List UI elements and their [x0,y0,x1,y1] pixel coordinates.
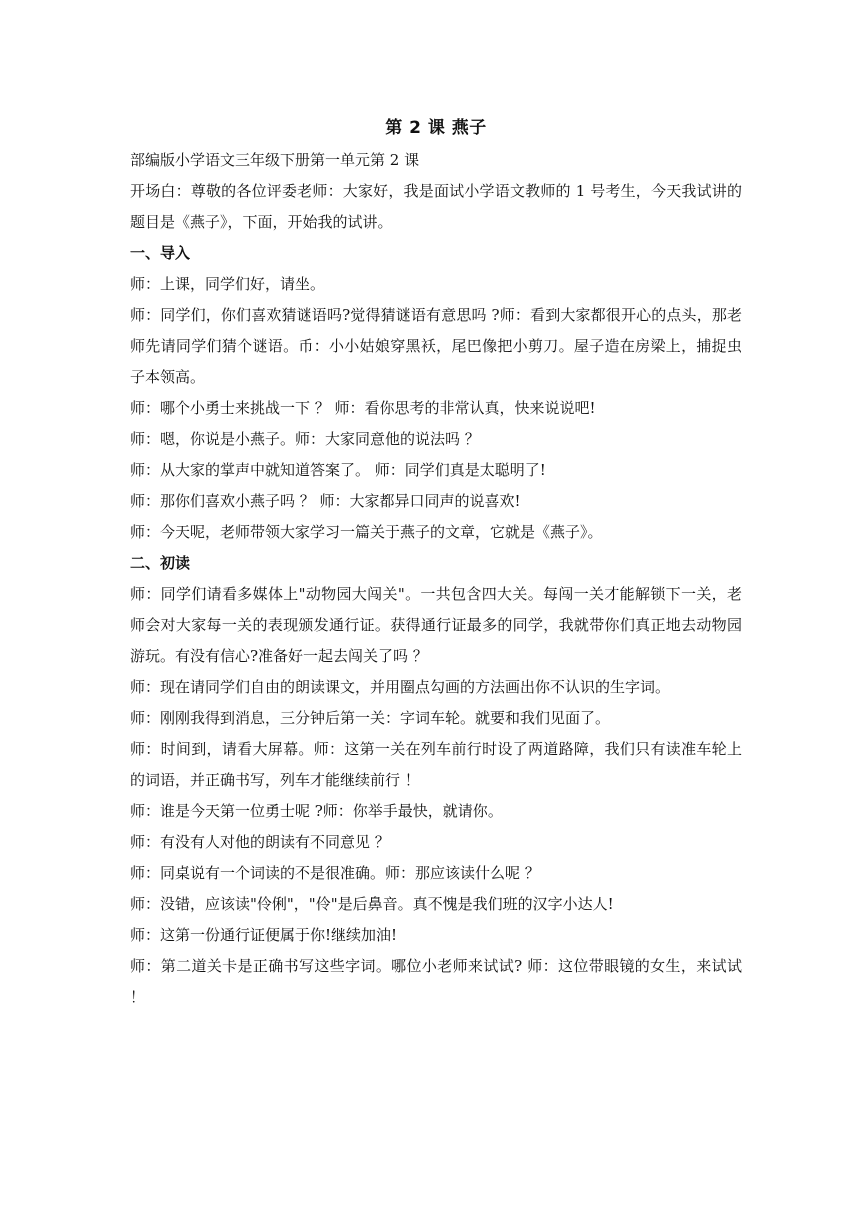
paragraph: 师：上课，同学们好，请坐。 [130,275,326,293]
paragraph: 师：同桌说有一个词读的不是很准确。师：那应该读什么呢 ？ [130,864,540,882]
paragraph: 师：哪个小勇士来挑战一下 ？ 师：看你思考的非常认真，快来说说吧! [130,399,596,417]
paragraph: 师：第二道关卡是正确书写这些字词。哪位小老师来试试? 师：这位带眼镜的女生，来试试 ！ [130,957,742,1006]
paragraph: 师：同学们请看多媒体上"动物园大闯关"。一共包含四大关。每闯一关才能解锁下一关，老师会对大家每一关的表现颁发通行证。获得通行证最多的同学，我就带你们真正地去动物园游玩。有没有信心?准备好一起去闯关了吗 ？ [130,585,742,665]
section-heading-first-reading: 二、初读 [130,554,191,572]
paragraph: 师：今天呢，老师带领大家学习一篇关于燕子的文章，它就是《燕子》。 [130,523,603,541]
paragraph: 师：从大家的掌声中就知道答案了。 师：同学们真是太聪明了! [130,461,546,479]
section-heading-introduction: 一、导入 [130,244,191,262]
paragraph: 师：这第一份通行证便属于你!继续加油! [130,926,398,944]
paragraph: 师：嗯，你说是小燕子。师：大家同意他的说法吗 ？ [130,430,480,448]
paragraph: 师：时间到，请看大屏幕。师：这第一关在列车前行时设了两道路障，我们只有读准车轮上的词语，并正确书写，列车才能继续前行 ！ [130,740,742,789]
paragraph: 师：没错，应该读"伶俐"，"伶"是后鼻音。真不愧是我们班的汉字小达人! [130,895,614,913]
document-body [130,113,742,1013]
paragraph: 师：刚刚我得到消息，三分钟后第一关：字词车轮。就要和我们见面了。 [130,709,611,727]
paragraph: 师：同学们，你们喜欢猜谜语吗?觉得猜谜语有意思吗 ?师：看到大家都很开心的点头，那老师先请同学们猜个谜语。币：小小姑娘穿黑袄，尾巴像把小剪刀。屋子造在房梁上，捕捉虫子本领高。 [130,306,742,386]
lesson-subtitle: 部编版小学语文三年级下册第一单元第 2 课 [130,151,420,169]
opening-remarks: 开场白：尊敬的各位评委老师：大家好，我是面试小学语文教师的 1 号考生，今天我试讲的题目是《燕子》，下面，开始我的试讲。 [130,182,742,231]
paragraph: 师：谁是今天第一位勇士呢 ?师：你举手最快，就请你。 [130,802,503,820]
paragraph: 师：现在请同学们自由的朗读课文，并用圈点勾画的方法画出你不认识的生字词。 [130,678,671,696]
lesson-title: 第 2 课 燕子 [385,118,487,138]
paragraph: 师：有没有人对他的朗读有不同意见 ？ [130,833,390,851]
paragraph: 师：那你们喜欢小燕子吗 ？ 师：大家都异口同声的说喜欢! [130,492,521,510]
